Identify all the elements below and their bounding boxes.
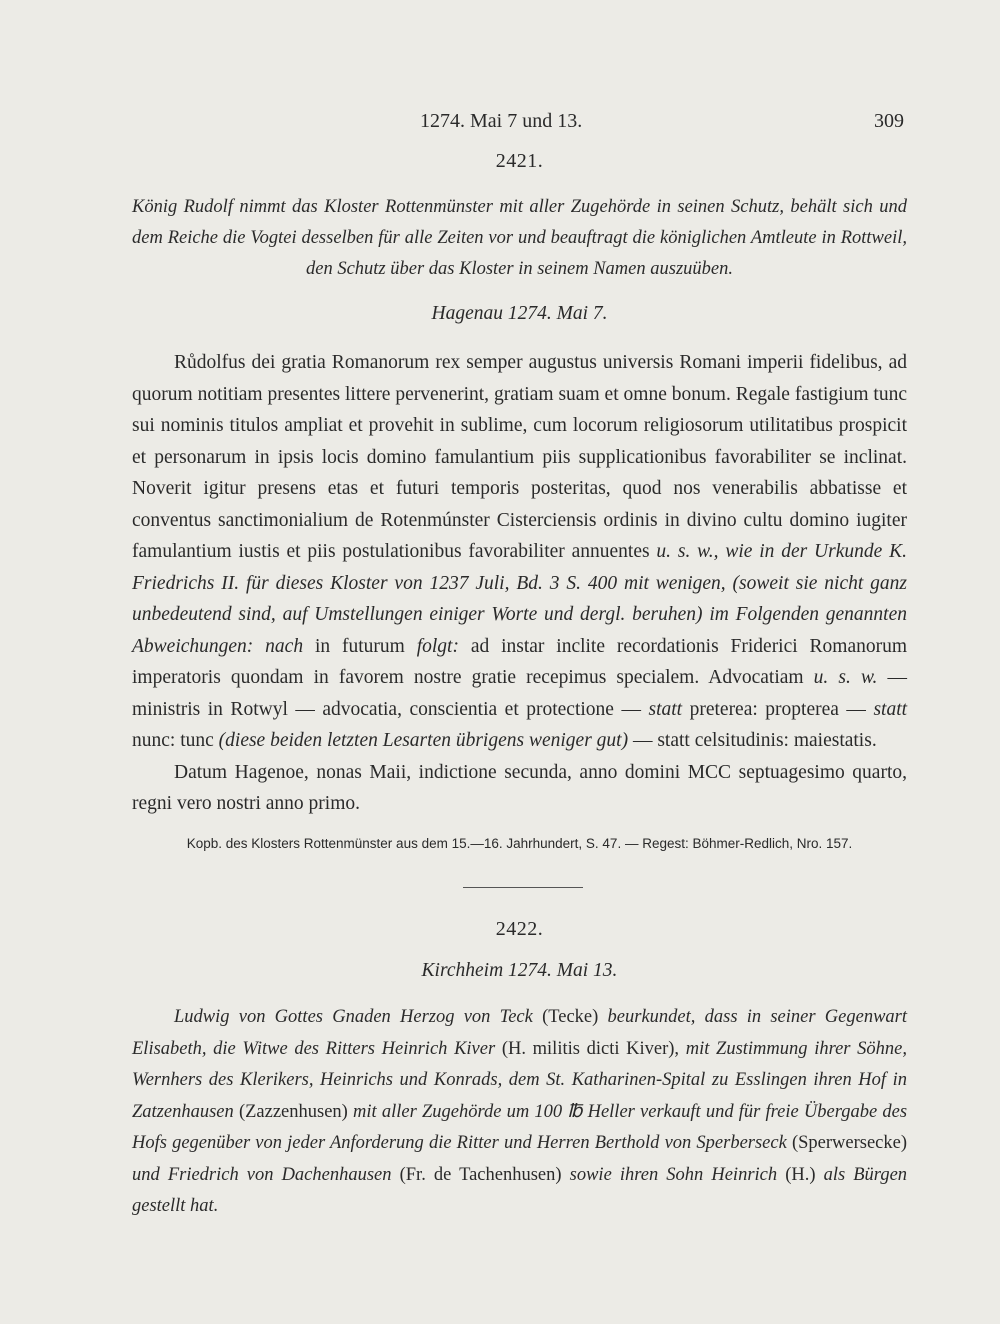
latin-text: nunc: tunc xyxy=(132,730,214,751)
running-header xyxy=(0,110,1000,140)
document-text-2421 xyxy=(132,347,907,820)
latin-text: — ministris in Rotwyl — advocatia, conscientia et protectione — xyxy=(132,667,908,720)
latin-text: Růdolfus dei gratia Romanorum rex semper augustus universis Romani imperii fidelibus, ad quorum notitiam presentes littere pervenerint, gratiam suam et omne bonum. Regale fastigium tunc sui nominis titulos ampliat et provehit in sublime, cum locorum religiosorum utilitatibus prospicit et personarum in ipsis locis domino famulantium piis supplicationibus favorabiliter se inclinat. Noverit igitur presens etas et futuri temporis posteritas, quod nos venerabilis abbatisse et conventus sanctimonialium de Rotenmúnster Cisterciensis ordinis in divino cultu domino iugiter famulantium iustis et piis postulationibus favorabiliter annuentes xyxy=(132,352,907,562)
original-form: (Tecke) xyxy=(542,1007,599,1027)
place-date-2421: Hagenau 1274. Mai 7. xyxy=(431,303,608,324)
editorial-note: statt xyxy=(873,698,908,720)
summary-text: mit aller Zugehörde um 100 ℔ Heller verkauft und für freie Übergabe des Hofs gegenüber von jeder Anforderung die Ritter und Herren Berthold von Sperberseck xyxy=(132,1101,908,1153)
summary-text: beurkundet, dass in seiner Gegenwart Elisabeth, die Witwe des Ritters Heinrich Kiver xyxy=(132,1007,908,1059)
summary-text: und Friedrich von Dachenhausen xyxy=(132,1164,392,1185)
editorial-note: folgt: xyxy=(416,635,459,657)
editorial-note: u. s. w., wie in der Urkunde K. Friedrichs II. für dieses Kloster von 1237 Juli, Bd. 3 S. 400 mit wenigen, (soweit sie nicht ganz unbedeutend sind, auf Umstellungen einiger Worte und dergl. beruhen) im Folgenden genannten Abweichungen: nach xyxy=(132,541,907,657)
original-form: (H. militis dicti Kiver), xyxy=(501,1038,680,1059)
document-number-2422: 2422. xyxy=(495,918,544,940)
summary-text: sowie ihren Sohn Heinrich xyxy=(569,1164,778,1185)
editorial-note: (diese beiden letzten Lesarten übrigens weniger gut) xyxy=(218,730,629,751)
latin-text: in futurum xyxy=(314,635,405,657)
text-paragraph xyxy=(132,347,907,757)
source-citation: Kopb. des Klosters Rottenmünster aus dem 15.—16. Jahrhundert, S. 47. — Regest: Böhmer-Redlich, Nro. 157. xyxy=(186,836,853,851)
original-form: (Sperwersecke) xyxy=(791,1133,908,1153)
editorial-note: u. s. w. xyxy=(813,667,878,688)
document-summary-2422 xyxy=(132,1002,907,1223)
document-number-2421: 2421. xyxy=(495,150,544,172)
original-form: (H.) xyxy=(785,1164,816,1185)
latin-text: preterea: propterea — xyxy=(689,698,866,720)
latin-text: — statt celsitudinis: maiestatis. xyxy=(632,730,877,751)
original-form: (Zazzenhusen) xyxy=(238,1101,348,1122)
original-form: (Fr. de Tachenhusen) xyxy=(399,1164,562,1185)
place-date-2422: Kirchheim 1274. Mai 13. xyxy=(421,960,618,981)
dating-paragraph: Datum Hagenoe, nonas Maii, indictione secunda, anno domini MCC septuagesimo quarto, regni vero nostri anno primo. xyxy=(132,761,907,814)
header-title: 1274. Mai 7 und 13. xyxy=(420,110,583,132)
summary-text: mit Zustimmung ihrer Söhne, Wernhers des Klerikers, Heinrichs und Konrads, dem St. Katharinen-Spital zu Esslingen ihren Hof in Zatzenhausen xyxy=(132,1038,908,1122)
summary-text: Ludwig von Gottes Gnaden Herzog von Teck xyxy=(174,1007,533,1027)
document-summary-2421: König Rudolf nimmt das Kloster Rottenmünster mit aller Zugehörde in seinen Schutz, behält sich und dem Reiche die Vogtei desselben für alle Zeiten vor und beauftragt die königlichen Amtleute in Rottweil, den Schutz über das Kloster in seinem Namen auszuüben. xyxy=(132,197,907,279)
section-divider xyxy=(463,887,583,888)
latin-text: ad instar inclite recordationis Friderici Romanorum imperatoris quondam in favorem nostre gratie recepimus specialem. Advocatiam xyxy=(132,635,908,688)
page-number: 309 xyxy=(874,110,904,132)
summary-text: als Bürgen gestellt hat. xyxy=(132,1164,908,1216)
editorial-note: statt xyxy=(648,698,683,720)
